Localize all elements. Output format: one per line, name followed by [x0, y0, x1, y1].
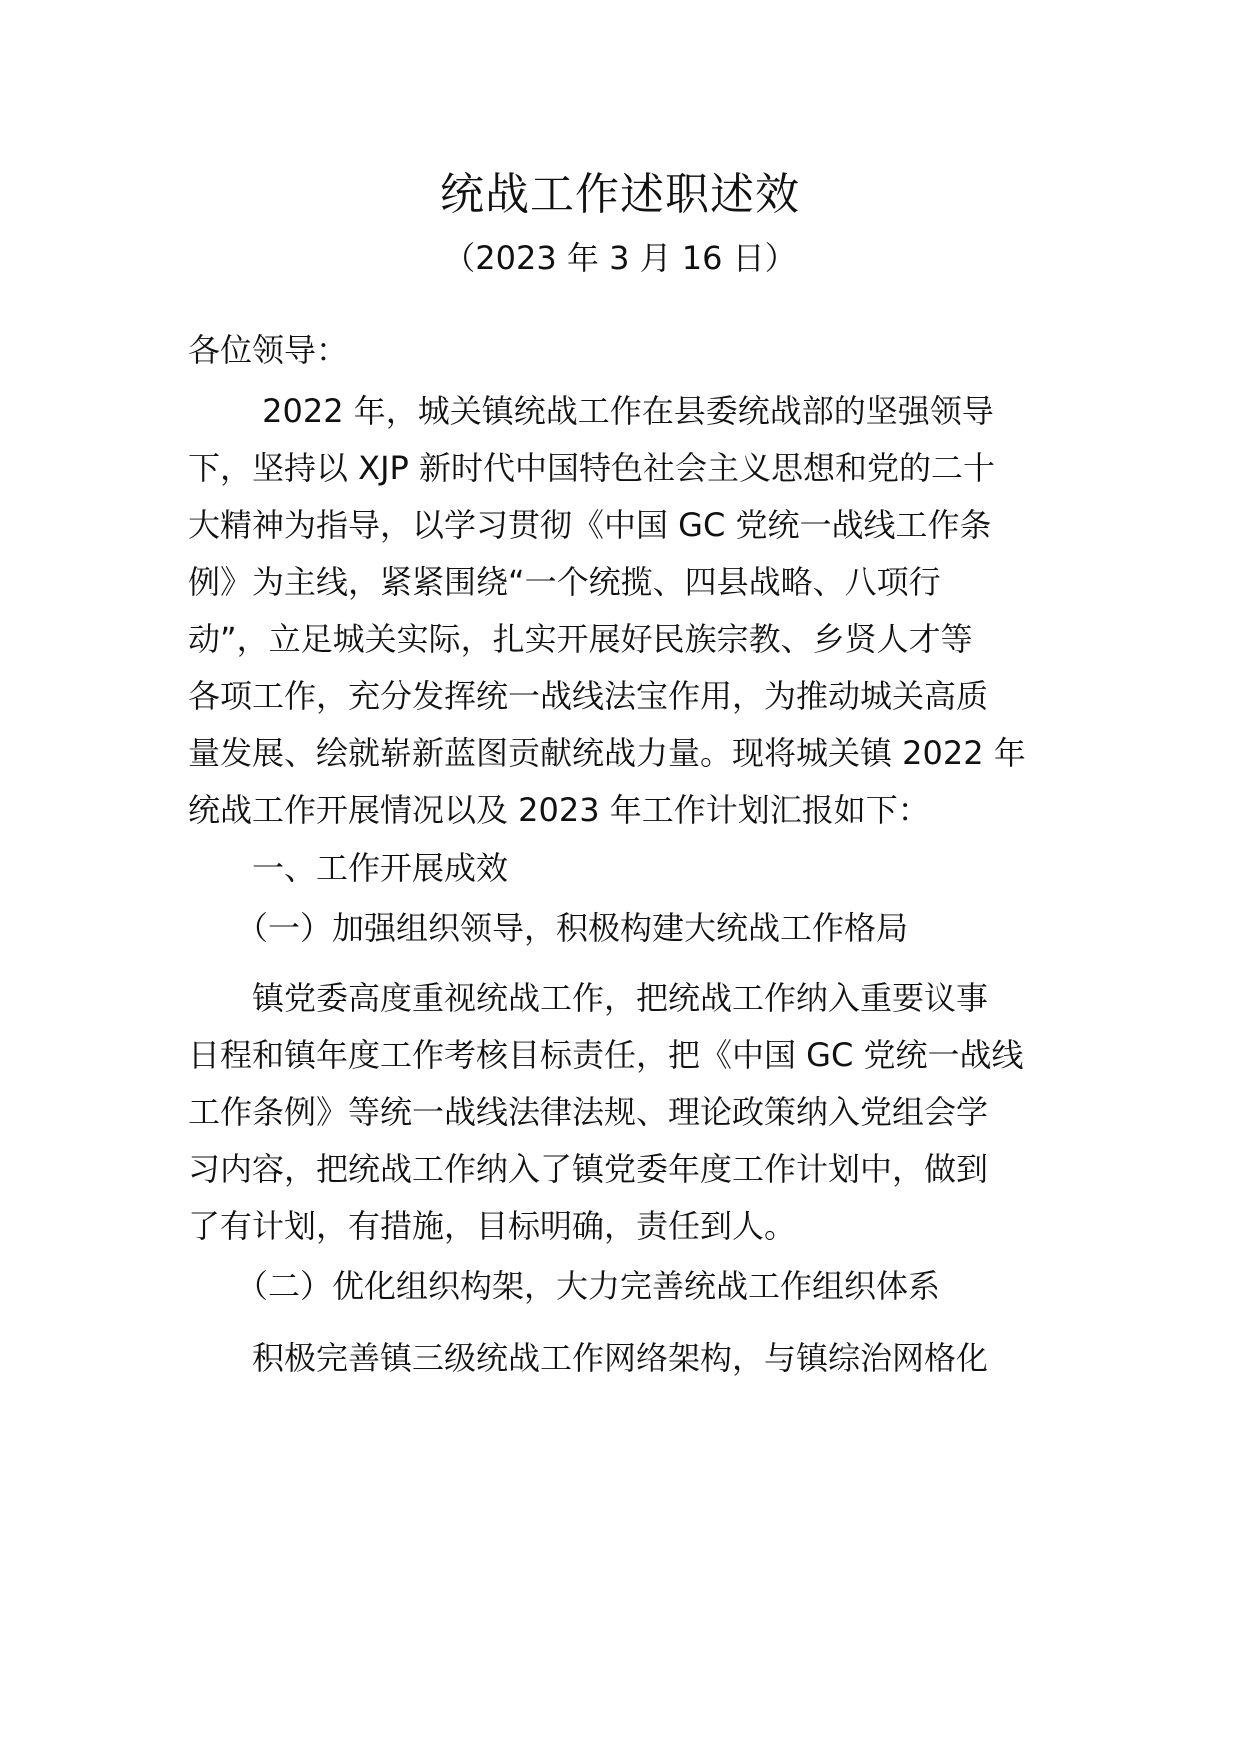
- paragraph-line: 日程和镇年度工作考核目标责任，把《中国 GC 党统一战线: [188, 1036, 1024, 1074]
- paragraph-line: 工作条例》等统一战线法律法规、理论政策纳入党组会学: [188, 1093, 989, 1131]
- paragraph-line: 2022 年，城关镇统战工作在县委统战部的坚强领导: [188, 392, 994, 430]
- salutation: 各位领导：: [188, 331, 349, 369]
- paragraph-line: 统战工作开展情况以及 2023 年工作计划汇报如下：: [188, 791, 930, 829]
- paragraph-line: 例》为主线，紧紧围绕“一个统揽、四县战略、八项行: [188, 563, 941, 601]
- paragraph-line: 量发展、绘就崭新蓝图贡献统战力量。现将城关镇 2022 年: [188, 734, 1026, 772]
- section-heading: 一、工作开展成效: [188, 849, 509, 887]
- document-date: （2023 年 3 月 16 日）: [443, 239, 797, 277]
- paragraph-line: 大精神为指导，以学习贯彻《中国 GC 党统一战线工作条: [188, 506, 992, 544]
- paragraph-line: 各项工作，充分发挥统一战线法宝作用，为推动城关高质: [188, 677, 989, 715]
- paragraph-line: 习内容，把统战工作纳入了镇党委年度工作计划中，做到: [188, 1150, 989, 1188]
- paragraph-line: 下，坚持以 XJP 新时代中国特色社会主义思想和党的二十: [188, 449, 996, 487]
- paragraph-line: 积极完善镇三级统战工作网络架构，与镇综治网格化: [188, 1339, 989, 1377]
- paragraph-line: 镇党委高度重视统战工作，把统战工作纳入重要议事: [188, 979, 989, 1017]
- paragraph-line: 动”，立足城关实际，扎实开展好民族宗教、乡贤人才等: [188, 620, 973, 658]
- subsection-heading: （二）优化组织构架，大力完善统战工作组织体系: [188, 1267, 941, 1305]
- subsection-heading: （一）加强组织领导，积极构建大统战工作格局: [188, 909, 909, 947]
- paragraph-line: 了有计划，有措施，目标明确，责任到人。: [188, 1207, 797, 1245]
- document-title: 统战工作述职述效: [440, 169, 800, 220]
